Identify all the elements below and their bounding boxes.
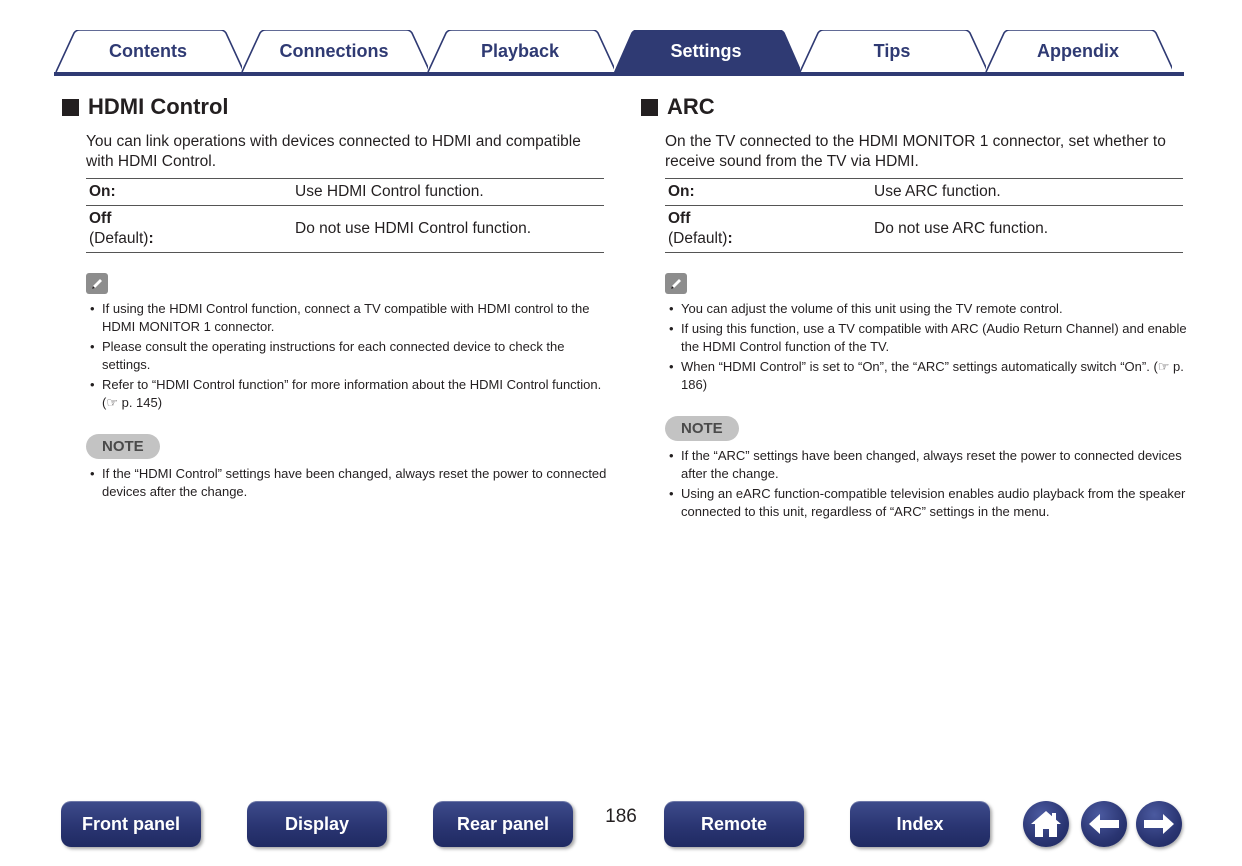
tab-label: Contents xyxy=(109,40,187,61)
list-item: • Please consult the operating instructions for each connected device to check the settings. xyxy=(86,338,608,374)
option-colon: : xyxy=(110,183,116,200)
option-colon: : xyxy=(689,183,695,200)
option-key: Off xyxy=(89,210,112,227)
pencil-glyph xyxy=(90,277,104,291)
remote-button[interactable]: Remote xyxy=(664,801,804,847)
tab-bar xyxy=(54,30,1184,76)
option-key: On xyxy=(668,183,690,200)
tab-playback[interactable] xyxy=(426,30,614,72)
tab-label: Tips xyxy=(873,40,911,61)
pencil-glyph xyxy=(669,277,683,291)
option-value: Use ARC function. xyxy=(871,179,1183,206)
table-row xyxy=(86,206,604,253)
list-item: • You can adjust the volume of this unit using the TV remote control. xyxy=(665,300,1187,318)
table-row xyxy=(86,179,604,206)
forward-button[interactable] xyxy=(1136,801,1182,847)
caution-list xyxy=(86,465,608,501)
option-value: Use HDMI Control function. xyxy=(292,179,604,206)
table-row xyxy=(665,206,1183,253)
option-key-cell xyxy=(86,206,292,253)
option-value: Do not use ARC function. xyxy=(871,206,1183,253)
list-item: • Refer to “HDMI Control function” for more information about the HDMI Control function. (☞ p. 145) xyxy=(86,376,608,412)
option-key: Off xyxy=(668,210,691,227)
option-key-cell xyxy=(665,179,871,206)
tab-label: Settings xyxy=(670,40,742,61)
option-key-sub xyxy=(668,229,868,249)
section-arc xyxy=(641,92,1187,523)
option-key-sub xyxy=(89,229,289,249)
caution-list xyxy=(665,447,1187,521)
display-button[interactable]: Display xyxy=(247,801,387,847)
tips-list xyxy=(665,300,1187,394)
tab-label: Appendix xyxy=(1036,40,1119,61)
option-colon: : xyxy=(148,230,154,247)
square-bullet-icon xyxy=(62,99,79,116)
list-item: • If the “HDMI Control” settings have been changed, always reset the power to connected devices after the change. xyxy=(86,465,608,501)
note-badge: NOTE xyxy=(665,416,739,441)
arrow-left-icon xyxy=(1087,812,1121,836)
page-number: 186 xyxy=(605,806,637,827)
section-heading xyxy=(641,92,1161,122)
home-icon xyxy=(1029,809,1063,839)
tab-settings[interactable] xyxy=(612,30,800,72)
section-description: You can link operations with devices connected to HDMI and compatible with HDMI Control. xyxy=(86,133,581,170)
index-button[interactable]: Index xyxy=(850,801,990,847)
list-item: • If using this function, use a TV compatible with ARC (Audio Return Channel) and enable the HDMI Control function of the TV. xyxy=(665,320,1187,356)
section-heading xyxy=(62,92,582,122)
note-badge: NOTE xyxy=(86,434,160,459)
tab-appendix[interactable] xyxy=(984,30,1172,72)
section-title: ARC xyxy=(667,94,715,119)
options-table xyxy=(665,178,1183,253)
option-key-cell xyxy=(86,179,292,206)
section-title: HDMI Control xyxy=(88,94,229,119)
back-button[interactable] xyxy=(1081,801,1127,847)
list-item: • Using an eARC function-compatible television enables audio playback from the speaker connected to this unit, regardless of “ARC” settings in the menu. xyxy=(665,485,1187,521)
tab-contents[interactable] xyxy=(54,30,242,72)
home-button[interactable] xyxy=(1023,801,1069,847)
section-hdmi-control xyxy=(62,92,607,503)
tips-list xyxy=(86,300,608,412)
pencil-icon xyxy=(665,273,687,294)
list-item: • If the “ARC” settings have been changed, always reset the power to connected devices after the change. xyxy=(665,447,1187,483)
option-default-label: (Default) xyxy=(89,230,149,247)
option-key: On xyxy=(89,183,111,200)
pencil-icon xyxy=(86,273,108,294)
arrow-right-icon xyxy=(1142,812,1176,836)
tab-label: Connections xyxy=(279,40,389,61)
square-bullet-icon xyxy=(641,99,658,116)
list-item: • If using the HDMI Control function, connect a TV compatible with HDMI control to the HDMI MONITOR 1 connector. xyxy=(86,300,608,336)
tab-tips[interactable] xyxy=(798,30,986,72)
option-colon: : xyxy=(727,230,733,247)
section-description: On the TV connected to the HDMI MONITOR 1 connector, set whether to receive sound from the TV via HDMI. xyxy=(665,133,1166,170)
options-table xyxy=(86,178,604,253)
option-default-label: (Default) xyxy=(668,230,728,247)
table-row xyxy=(665,179,1183,206)
rear-panel-button[interactable]: Rear panel xyxy=(433,801,573,847)
tab-connections[interactable] xyxy=(240,30,428,72)
tab-label: Playback xyxy=(480,40,560,61)
front-panel-button[interactable]: Front panel xyxy=(61,801,201,847)
option-key-cell xyxy=(665,206,871,253)
list-item: • When “HDMI Control” is set to “On”, the “ARC” settings automatically switch “On”. (☞ p. 186) xyxy=(665,358,1187,394)
option-value: Do not use HDMI Control function. xyxy=(292,206,604,253)
